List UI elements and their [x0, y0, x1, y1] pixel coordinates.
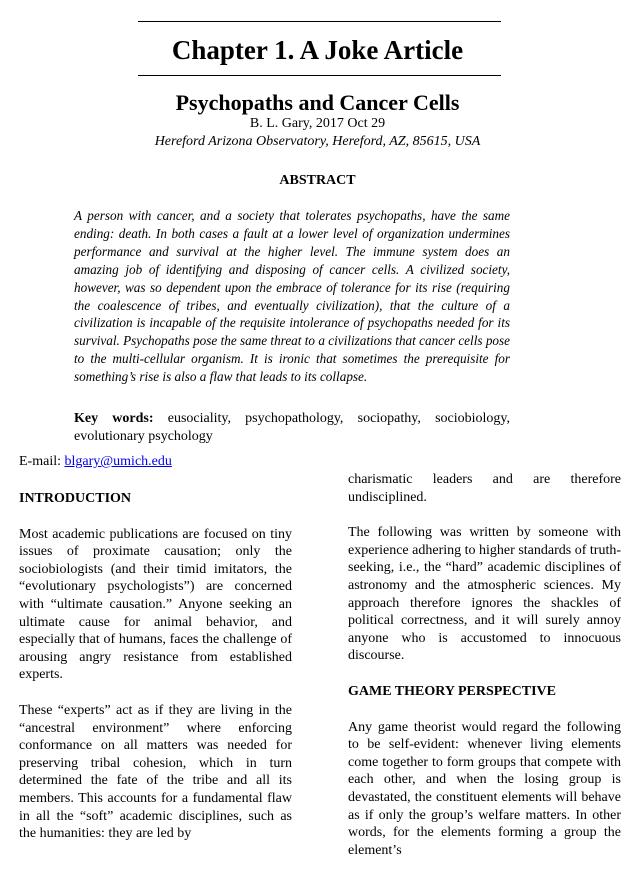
right-paragraph-1: charismatic leaders and are therefore undisciplined.	[348, 472, 621, 505]
intro-paragraph-1: Most academic publications are focused on tiny issues of proximate causation; only the sociobiologists (and their timid imitators, the “evolutionary psychologists”) are concerned with “ultimate causation.” Anyone seeking an ultimate cause for animal behavior, and especially that of humans, faces the challenge of arousing angry resistance from established experts.	[19, 526, 292, 683]
game-theory-heading: GAME THEORY PERSPECTIVE	[348, 683, 556, 699]
right-paragraph-2: The following was written by someone with experience adhering to higher standards of truth-seeking, i.e., the “hard” academic disciplines of astronomy and the atmospheric sciences. My approach therefore ignores the shackles of political correctness, and it will surely annoy anyone who is accustomed to innocuous discourse.	[348, 525, 621, 664]
introduction-heading: INTRODUCTION	[19, 491, 132, 506]
intro-paragraph-2: These “experts” act as if they are living in the “ancestral environment” where enforcing conformance on all matters was needed for preserving tribal cohesion, which in turn determined the fate of the tribe and all its members. This accounts for a fundamental flaw in all the “soft” academic disciplines, such as the humanities: they are led by	[19, 702, 292, 842]
author-line: B. L. Gary, 2017 Oct 29	[249, 116, 386, 131]
chapter-title: Chapter 1. A Joke Article	[171, 35, 464, 65]
abstract-text: A person with cancer, and a society that tolerates psychopaths, have the same ending: death. In both cases a fault at a lower level of organization undermines performance and survival at the higher level. The immune system does an amazing job of identifying and disposing of cancer cells. A civilized society, however, was so dependent upon the embrace of tolerance for its rise (requiring the coalescence of tribes, and eventually civilization), that the culture of a civilization is incapable of the requisite intolerance of psychopaths needed for its survival. Psychopaths pose the same threat to a civilizations that cancer cells pose to the multi-cellular organism. It is ironic that sometimes the prerequisite for something’s rise is also a flaw that leads to its collapse.	[74, 208, 510, 385]
bottom-rule	[138, 75, 501, 76]
article-title: Psychopaths and Cancer Cells	[175, 90, 460, 115]
email-link[interactable]: blgary@umich.edu	[64, 454, 172, 469]
right-paragraph-3: Any game theorist would regard the following to be self-evident: whenever living elements come together to form groups that compete with each other, and when the losing group is devastated, the constituent elements will behave as if only the group’s welfare matters. In other words, for the elements forming a group the element’s	[348, 719, 621, 858]
abstract-heading: ABSTRACT	[279, 173, 356, 188]
keywords	[74, 410, 510, 446]
keywords-label: Key words:	[74, 411, 154, 426]
top-rule	[138, 21, 501, 22]
affiliation: Hereford Arizona Observatory, Hereford, AZ, 85615, USA	[154, 134, 481, 149]
right-column	[348, 471, 621, 859]
left-column	[19, 490, 292, 843]
keywords-text: eusociality, psychopathology, sociopathy, sociobiology, evolutionary psychology	[74, 411, 510, 444]
email-line	[19, 453, 172, 471]
email-label: E-mail:	[19, 454, 65, 469]
